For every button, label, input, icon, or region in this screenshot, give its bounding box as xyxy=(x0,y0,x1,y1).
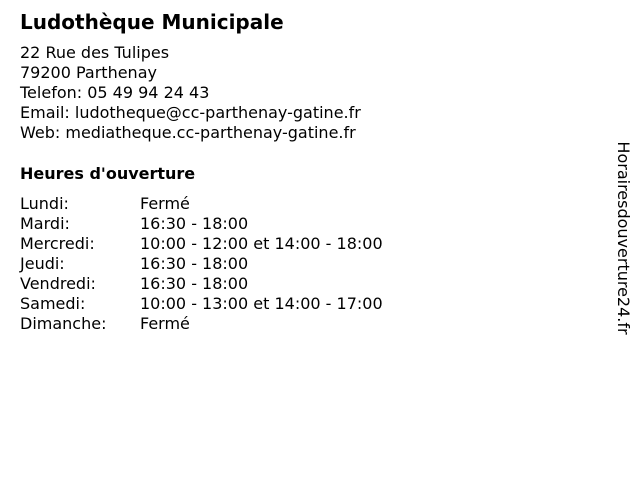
address-web: Web: mediatheque.cc-parthenay-gatine.fr xyxy=(20,123,356,142)
hours-day: Dimanche: xyxy=(20,314,107,333)
address-email: Email: ludotheque@cc-parthenay-gatine.fr xyxy=(20,103,361,122)
hours-table xyxy=(20,194,383,334)
hours-time: Fermé xyxy=(140,194,190,213)
site-watermark: Horairesdouverture24.fr xyxy=(614,141,633,335)
hours-time: 10:00 - 12:00 et 14:00 - 18:00 xyxy=(140,234,383,253)
hours-time: 16:30 - 18:00 xyxy=(140,274,249,293)
hours-row-mercredi xyxy=(20,234,383,254)
hours-day: Lundi: xyxy=(20,194,69,213)
hours-time: 16:30 - 18:00 xyxy=(140,254,249,273)
hours-heading: Heures d'ouverture xyxy=(20,164,196,183)
hours-day: Mardi: xyxy=(20,214,70,233)
address-block xyxy=(20,43,361,143)
hours-day: Samedi: xyxy=(20,294,86,313)
page-title: Ludothèque Municipale xyxy=(20,10,284,34)
hours-day: Vendredi: xyxy=(20,274,96,293)
hours-row-vendredi xyxy=(20,274,383,294)
hours-row-dimanche xyxy=(20,314,383,334)
hours-time: Fermé xyxy=(140,314,190,333)
hours-day: Mercredi: xyxy=(20,234,95,253)
hours-row-lundi xyxy=(20,194,383,214)
hours-row-mardi xyxy=(20,214,383,234)
hours-time: 10:00 - 13:00 et 14:00 - 17:00 xyxy=(140,294,383,313)
hours-day: Jeudi: xyxy=(20,254,65,273)
hours-row-jeudi xyxy=(20,254,383,274)
hours-time: 16:30 - 18:00 xyxy=(140,214,249,233)
address-phone: Telefon: 05 49 94 24 43 xyxy=(20,83,210,102)
address-city: 79200 Parthenay xyxy=(20,63,157,82)
address-street: 22 Rue des Tulipes xyxy=(20,43,170,62)
hours-row-samedi xyxy=(20,294,383,314)
